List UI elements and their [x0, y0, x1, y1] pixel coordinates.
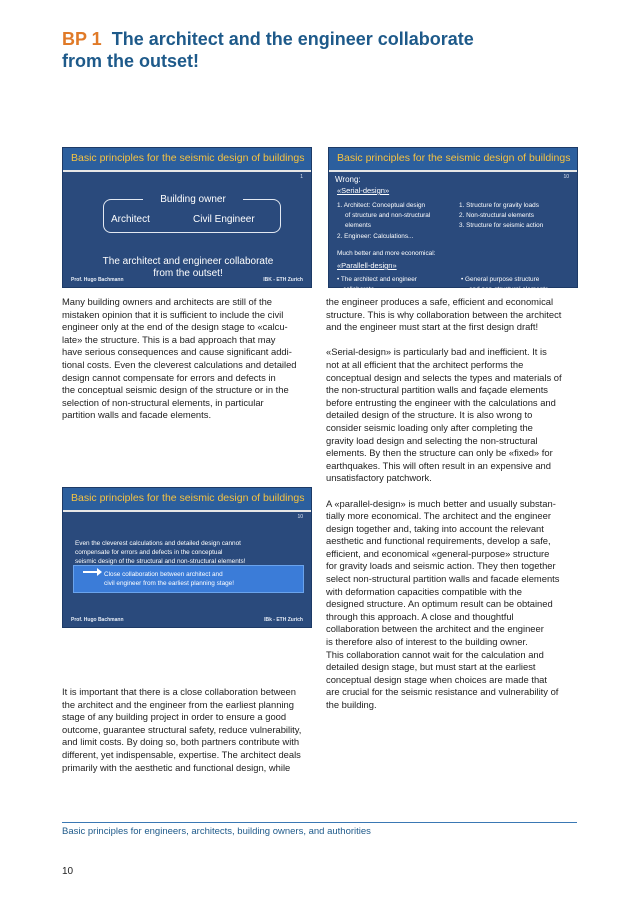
text-line: through this approach. A close and thoughtful — [326, 610, 514, 622]
text-line: design together and, taking into account the relevant — [326, 522, 544, 534]
slide-author: Prof. Hugo Bachmann — [71, 277, 124, 283]
serial-step-1: 1. Architect: Conceptual design — [337, 202, 426, 209]
text-line: are crucial for the seismic resistance and vulnerability of — [326, 686, 559, 698]
page-number: 10 — [62, 866, 74, 877]
parallel-point-1b: collaborate — [343, 286, 375, 293]
text-line: collaboration between the architect and the engineer — [326, 623, 544, 635]
text-line: stage of any building project in order to ensure a good — [62, 711, 287, 723]
text-line: select non-structural partition walls and facade elements — [326, 573, 560, 585]
text-line: tional costs. Even the cleverest calculations and detailed — [62, 358, 297, 370]
slide-title: Basic principles for the seismic design of buildings — [337, 152, 571, 164]
footer-rule — [62, 822, 577, 823]
civil-engineer-label: Civil Engineer — [193, 214, 255, 225]
text-line: A «parallel-design» is much better and usually substan- — [326, 497, 556, 509]
heading-line-1 — [62, 28, 582, 50]
text-line: the architect and the engineer from the earliest planning — [62, 698, 294, 710]
slide-title: Basic principles for the seismic design of buildings — [71, 492, 305, 504]
structure-step-1: 1. Structure for gravity loads — [459, 202, 539, 209]
text-line: tially more economical. The architect and the engineer — [326, 510, 551, 522]
body-paragraph-2 — [62, 686, 314, 774]
text-line: and limit costs. By doing so, both partners contribute with — [62, 736, 300, 748]
text-line: detailed design stage, but must start at the earliest — [326, 661, 536, 673]
slide-statement — [75, 539, 305, 566]
highlight-line-2: civil engineer from the earliest planning stage! — [104, 580, 235, 587]
text-line: the conceptual seismic design of the structure or in the — [62, 384, 289, 396]
body-column-right — [326, 296, 580, 712]
text-line: the engineer produces a safe, efficient and economical — [326, 296, 554, 307]
heading-title-2: from the outset! — [62, 51, 199, 71]
text-line: for gravity loads and seismic action. They then together — [326, 560, 556, 572]
slide-page-number: 10 — [297, 514, 303, 520]
highlight-text — [104, 570, 304, 588]
text-line: mistaken opinion that it is sufficient to include the civil — [62, 308, 284, 320]
message-line-2: from the outset! — [153, 268, 223, 279]
better-label: Much better and more economical: — [337, 250, 436, 257]
structure-step-2: 2. Non-structural elements — [459, 212, 534, 219]
text-line: partition walls and facade elements. — [62, 409, 212, 421]
text-line: «Serial-design» is particularly bad and inefficient. It is — [326, 346, 547, 358]
text-line: earthquakes. This will often result in an expensive and — [326, 459, 551, 471]
slide-close-collaboration — [62, 487, 312, 628]
text-line: structure. This is why collaboration between the architect — [326, 308, 562, 320]
text-line: conceptual design stage when choices are made that — [326, 673, 547, 685]
text-line: aesthetic and functional requirements, develop a safe, — [326, 535, 551, 547]
wrong-label: Wrong: — [335, 175, 361, 184]
text-line: elements. By then the structure can only be «fixed» for — [326, 447, 553, 459]
text-line: consider seismic loading only after completing the — [326, 421, 533, 433]
slide-title-bar — [63, 488, 311, 512]
parallel-design-label: «Parallell-design» — [337, 261, 397, 270]
serial-step-2: 2. Engineer: Calculations... — [337, 233, 414, 240]
paragraph-gap — [326, 334, 580, 347]
text-line: unsatisfactory patchwork. — [326, 472, 432, 484]
text-line: with deformation capacities compatible with the — [326, 585, 522, 597]
text-line: late» the structure. This is a bad approach that may — [62, 333, 276, 345]
statement-line-2: compensate for errors and defects in the conceptual — [75, 549, 223, 556]
highlight-box — [73, 565, 304, 593]
text-line: and the engineer must start at the first design draft! — [326, 321, 539, 333]
architect-label: Architect — [111, 214, 150, 225]
text-line: It is important that there is a close collaboration between — [62, 686, 296, 697]
statement-line-3: seismic design of the structural and non-structural elements! — [75, 558, 246, 565]
text-line: is therefore also of interest to the building owner. — [326, 636, 528, 648]
slide-page-number: 10 — [563, 174, 569, 180]
text-line: detailed design of the structure. It is also wrong to — [326, 409, 533, 421]
parallel-point-2: • General purpose structure — [461, 276, 540, 283]
text-line: not at all efficient that the architect performs the — [326, 358, 524, 370]
text-line: have serious consequences and cause significant addi- — [62, 346, 292, 358]
slide-page-number: 1 — [300, 174, 303, 180]
text-line: gravity load design and selecting the non-structural — [326, 434, 538, 446]
paragraph-gap — [326, 485, 580, 498]
parallel-point-1: • The architect and engineer — [337, 276, 417, 283]
slide-title-bar — [329, 148, 577, 172]
slide-title: Basic principles for the seismic design of buildings — [71, 152, 305, 164]
text-line: primarily with the aesthetic and functional design, while — [62, 761, 291, 773]
text-line: engineer only at the end of the design stage to «calcu- — [62, 321, 288, 333]
arrow-right-icon — [83, 571, 99, 573]
text-line: different, yet indispensable, expertise. The architect deals — [62, 748, 301, 760]
slide-institution: IBK - ETH Zurich — [263, 277, 303, 283]
slide-building-owner — [62, 147, 312, 288]
message-line-1: The architect and engineer collaborate — [102, 256, 274, 267]
structure-step-3: 3. Structure for seismic action — [459, 222, 544, 229]
text-line: the non-structural partition walls and façade elements — [326, 384, 548, 396]
building-owner-label: Building owner — [143, 194, 243, 205]
text-line: This collaboration cannot wait for the calculation and — [326, 648, 544, 660]
serial-design-label: «Serial-design» — [337, 186, 390, 195]
slide-institution: IBk - ETH Zurich — [264, 617, 303, 623]
serial-step-1c: elements — [345, 222, 371, 229]
text-line: designed structure. An optimum result can be obtained — [326, 598, 553, 610]
slide-title-bar — [63, 148, 311, 172]
body-paragraph-1 — [62, 296, 314, 422]
parallel-point-2b: and non-structural elements — [469, 286, 549, 293]
slide-author: Prof. Hugo Bachmann — [71, 617, 124, 623]
heading-title-1: The architect and the engineer collaborate — [111, 29, 474, 49]
text-line: selection of non-structural elements, in particular — [62, 396, 264, 408]
text-line: Many building owners and architects are still of the — [62, 296, 273, 307]
highlight-line-1: Close collaboration between architect and — [104, 571, 223, 578]
text-line: the building. — [326, 699, 377, 710]
bp-label: BP 1 — [62, 29, 102, 49]
serial-step-1b: of structure and non-structural — [345, 212, 431, 219]
slide-design-approaches — [328, 147, 578, 293]
text-line: efficient, and economical «general-purpose» structure — [326, 547, 550, 559]
text-line: outcome, guarantee structural safety, reduce vulnerability, — [62, 723, 302, 735]
page-footer: Basic principles for engineers, architects, building owners, and authorities — [62, 826, 371, 837]
page-heading — [62, 28, 582, 72]
text-line: conceptual design and selects the types and materials of — [326, 371, 562, 383]
text-line: design cannot compensate for errors and defects in — [62, 371, 276, 383]
statement-line-1: Even the cleverest calculations and detailed design cannot — [75, 540, 241, 547]
text-line: before entrusting the engineer with the calculations and — [326, 396, 556, 408]
